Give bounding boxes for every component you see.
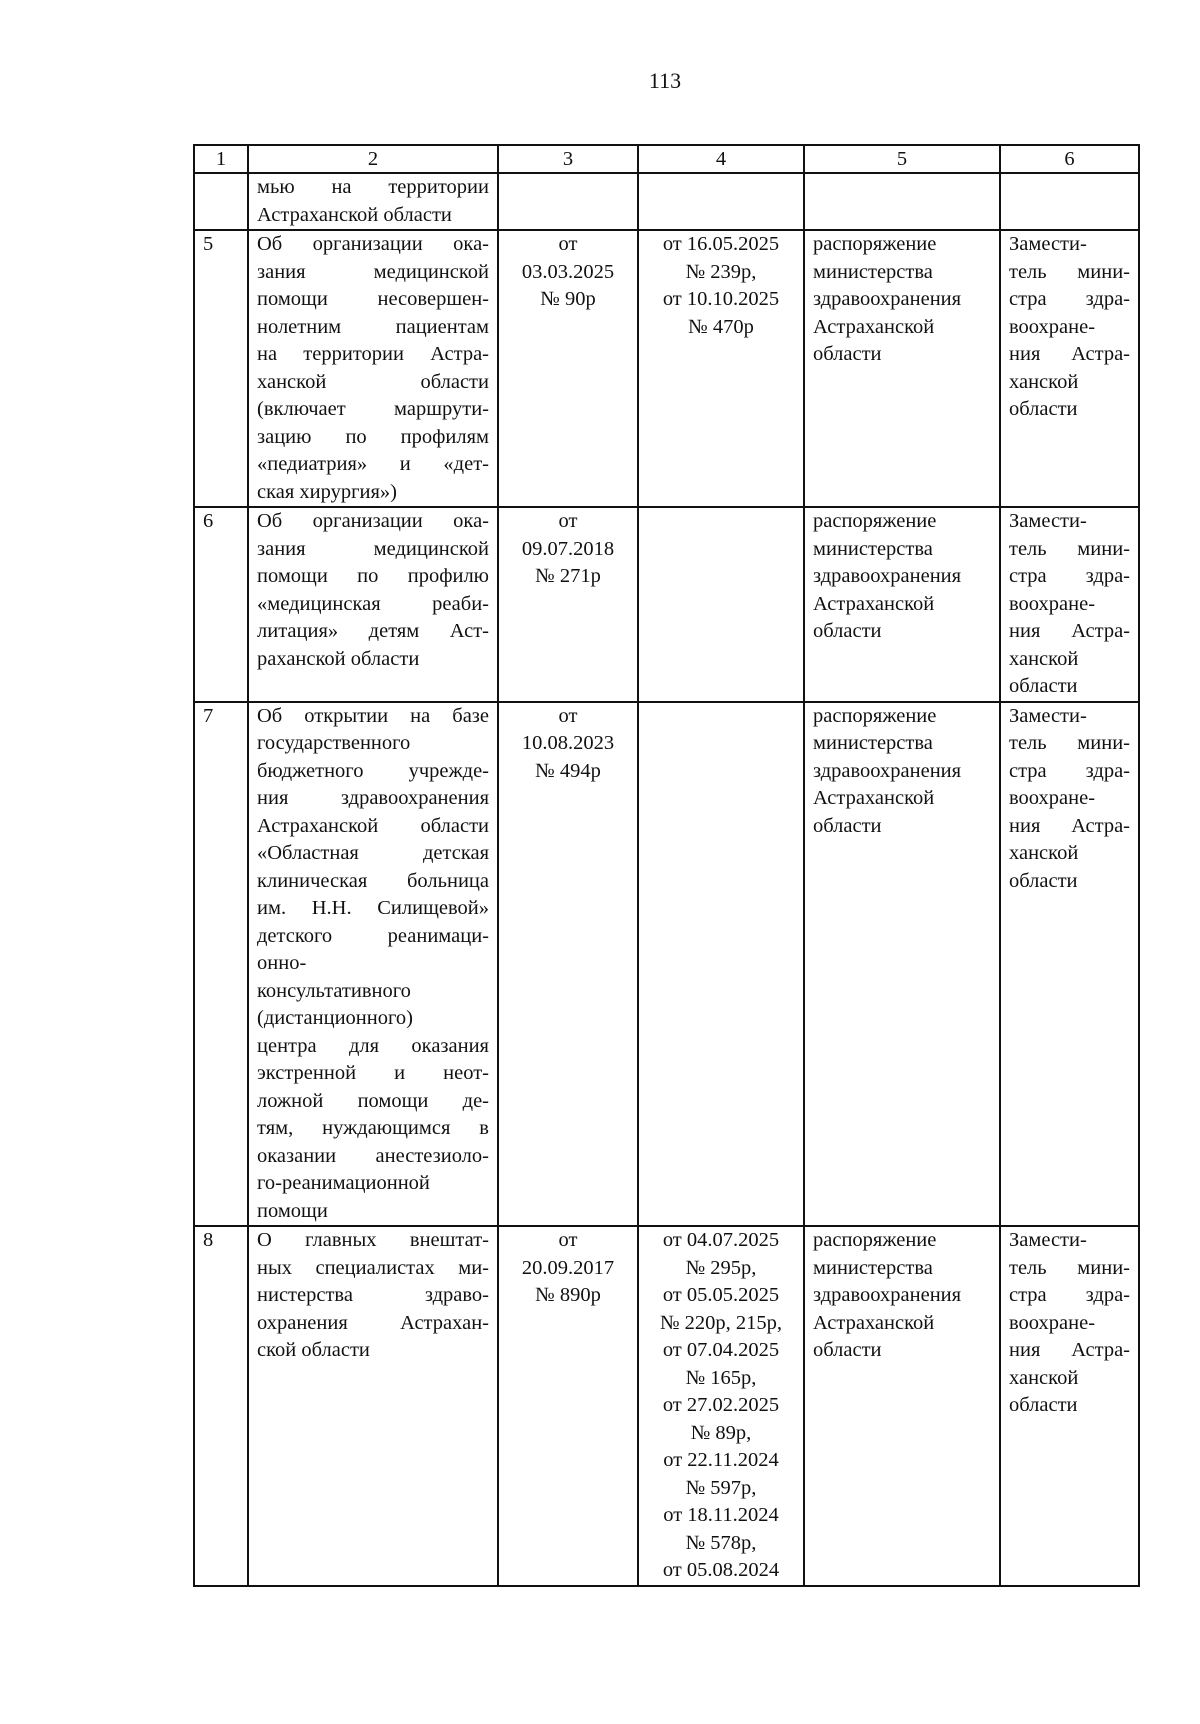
text-line: Замести- xyxy=(1009,233,1087,255)
table-row xyxy=(194,230,1139,507)
text-line: ханской xyxy=(1009,647,1079,670)
text-line: тель мини- xyxy=(1009,732,1130,754)
text-line: ской области xyxy=(257,1339,370,1361)
text-line: здравоохранения xyxy=(813,1284,962,1306)
text-line: № 890р xyxy=(535,1284,601,1306)
text-line: тель мини- xyxy=(1009,537,1130,560)
continuation-row xyxy=(194,173,1139,230)
text-line: № 295р, xyxy=(685,1256,757,1279)
text-line: ханской xyxy=(1009,1366,1079,1389)
text-line: государственного xyxy=(257,732,411,754)
text-line: зацию по профилям xyxy=(257,425,489,448)
text-line: Об организации ока- xyxy=(257,510,489,532)
text-line: распоряжение xyxy=(813,510,937,532)
text-line: ложной помощи де- xyxy=(257,1089,489,1112)
text-line: от 16.05.2025 xyxy=(662,233,780,255)
text-line: области xyxy=(1009,398,1078,420)
text-line: 03.03.2025 xyxy=(521,260,615,283)
text-line: (дистанционного) xyxy=(257,1007,413,1029)
cell-num: 8 xyxy=(194,1226,248,1586)
text-line: зания медицинской xyxy=(257,537,489,560)
text-line: области xyxy=(813,814,882,837)
text-line: области xyxy=(1009,1394,1078,1416)
text-line: тель мини- xyxy=(1009,260,1130,283)
text-line: консультативного xyxy=(257,979,411,1002)
text-line: экстренной и неот- xyxy=(257,1062,489,1084)
text-line: здравоохранения xyxy=(813,759,962,782)
table-row xyxy=(194,507,1139,702)
text-line: го-реанимационной xyxy=(257,1172,430,1194)
text-line: от 27.02.2025 xyxy=(662,1394,780,1416)
text-line: от 05.08.2024 xyxy=(662,1559,780,1581)
cell-num: 6 xyxy=(194,507,248,702)
text-line: от 22.11.2024 xyxy=(663,1449,779,1471)
cell-responsible xyxy=(1000,1226,1139,1586)
cell-amendments xyxy=(638,1226,804,1586)
text-line: распоряжение xyxy=(813,1229,937,1251)
text-line: ных специалистах ми- xyxy=(257,1256,489,1279)
text-line: Замести- xyxy=(1009,1229,1087,1251)
text-line: ская хирургия») xyxy=(257,480,397,503)
document-table xyxy=(193,144,1140,1587)
text-line: Астраханской xyxy=(813,787,935,809)
cell-date xyxy=(498,173,638,230)
text-line: № 90р xyxy=(540,288,596,310)
text-line: от xyxy=(558,510,578,532)
text-line: от 05.05.2025 xyxy=(662,1284,780,1306)
cell-num: 5 xyxy=(194,230,248,507)
text-line: центра для оказания xyxy=(257,1034,489,1057)
text-line: воохране- xyxy=(1009,315,1096,338)
cell-responsible xyxy=(1000,702,1139,1227)
cell-date xyxy=(498,1226,638,1586)
text-line: 09.07.2018 xyxy=(521,537,615,560)
text-line: мью на территории xyxy=(257,176,489,198)
header-cell: 6 xyxy=(1000,145,1139,173)
text-line: ханской области xyxy=(257,370,489,393)
text-line: тель мини- xyxy=(1009,1256,1130,1279)
cell-responsible xyxy=(1000,507,1139,702)
text-line: министерства xyxy=(813,1256,933,1279)
text-line: детского реанимаци- xyxy=(257,924,489,947)
text-line: области xyxy=(813,620,882,642)
text-line: литация» детям Аст- xyxy=(257,620,489,642)
text-line: клиническая больница xyxy=(257,869,489,892)
text-line: № 597р, xyxy=(685,1476,757,1499)
text-line: им. Н.Н. Силищевой» xyxy=(257,897,489,919)
text-line: тям, нуждающимся в xyxy=(257,1117,489,1139)
text-line: № 239р, xyxy=(685,260,757,283)
text-line: 20.09.2017 xyxy=(521,1256,615,1279)
cell-date xyxy=(498,702,638,1227)
cell-date xyxy=(498,507,638,702)
text-line: Астраханской области xyxy=(257,814,489,837)
text-line: оказании анестезиоло- xyxy=(257,1144,489,1167)
text-line: от xyxy=(558,233,578,255)
text-line: министерства xyxy=(813,537,933,560)
text-line: нолетним пациентам xyxy=(257,315,489,338)
text-line: нистерства здраво- xyxy=(257,1284,489,1306)
text-line: охранения Астрахан- xyxy=(257,1311,489,1334)
cell-title xyxy=(248,230,498,507)
cell-title xyxy=(248,173,498,230)
text-line: О главных внештат- xyxy=(257,1229,489,1251)
text-line: ния Астра- xyxy=(1009,1339,1130,1361)
text-line: области xyxy=(1009,869,1078,892)
text-line: помощи несовершен- xyxy=(257,288,489,310)
text-line: 10.08.2023 xyxy=(521,732,615,754)
cell-responsible xyxy=(1000,173,1139,230)
header-cell: 1 xyxy=(194,145,248,173)
text-line: ния Астра- xyxy=(1009,620,1130,642)
cell-date xyxy=(498,230,638,507)
text-line: онно- xyxy=(257,952,307,974)
text-line: № 470р xyxy=(688,315,754,338)
cell-amendments xyxy=(638,230,804,507)
text-line: области xyxy=(813,1339,882,1361)
text-line: распоряжение xyxy=(813,233,937,255)
text-line: ния здравоохранения xyxy=(257,787,489,809)
text-line: ния Астра- xyxy=(1009,343,1130,365)
text-line: № 220р, 215р, xyxy=(659,1311,783,1334)
text-line: № 271р xyxy=(535,565,601,587)
page-number: 113 xyxy=(648,68,682,93)
text-line: от xyxy=(558,1229,578,1251)
header-cell: 3 xyxy=(498,145,638,173)
text-line: здравоохранения xyxy=(813,565,962,587)
text-line: министерства xyxy=(813,732,933,754)
text-line: Астраханской области xyxy=(257,203,452,226)
table-row xyxy=(194,1226,1139,1586)
text-line: от 07.04.2025 xyxy=(662,1339,780,1361)
text-line: Астраханской xyxy=(813,315,935,338)
text-line: стра здра- xyxy=(1009,565,1130,587)
text-line: от 10.10.2025 xyxy=(662,288,780,310)
text-line: № 494р xyxy=(535,759,601,782)
cell-doc-type xyxy=(804,702,1000,1227)
text-line: на территории Астра- xyxy=(257,343,489,365)
text-line: воохране- xyxy=(1009,592,1096,615)
text-line: от 18.11.2024 xyxy=(663,1504,779,1526)
text-line: бюджетного учрежде- xyxy=(257,759,489,782)
cell-title xyxy=(248,1226,498,1586)
table-header-row xyxy=(194,145,1139,173)
text-line: распоряжение xyxy=(813,704,937,727)
cell-responsible xyxy=(1000,230,1139,507)
text-line: № 165р, xyxy=(685,1366,757,1389)
text-line: зания медицинской xyxy=(257,260,489,283)
text-line: Замести- xyxy=(1009,510,1087,532)
cell-doc-type xyxy=(804,173,1000,230)
cell-num: 7 xyxy=(194,702,248,1227)
text-line: помощи по профилю xyxy=(257,565,489,587)
text-line: Об открытии на базе xyxy=(257,704,489,727)
cell-amendments xyxy=(638,507,804,702)
text-line: здравоохранения xyxy=(813,288,962,310)
text-line: Об организации ока- xyxy=(257,233,489,255)
text-line: «Областная детская xyxy=(257,842,489,864)
text-line: Астраханской xyxy=(813,1311,935,1334)
cell-title xyxy=(248,507,498,702)
text-line: Астраханской xyxy=(813,592,935,615)
cell-doc-type xyxy=(804,230,1000,507)
text-line: области xyxy=(813,343,882,365)
text-line: стра здра- xyxy=(1009,288,1130,310)
text-line: «медицинская реаби- xyxy=(257,592,489,615)
text-line: (включает маршрути- xyxy=(257,398,489,420)
text-line: ния Астра- xyxy=(1009,814,1130,837)
table-row xyxy=(194,702,1139,1227)
cell-doc-type xyxy=(804,1226,1000,1586)
text-line: воохране- xyxy=(1009,787,1096,809)
cell-num xyxy=(194,173,248,230)
text-line: № 89р, xyxy=(690,1421,752,1444)
text-line: № 578р, xyxy=(685,1531,757,1554)
text-line: Замести- xyxy=(1009,704,1087,727)
header-cell: 4 xyxy=(638,145,804,173)
cell-doc-type xyxy=(804,507,1000,702)
text-line: от 04.07.2025 xyxy=(662,1229,780,1251)
text-line: «педиатрия» и «дет- xyxy=(257,453,489,475)
text-line: от xyxy=(558,704,578,727)
text-line: ханской xyxy=(1009,370,1079,393)
text-line: стра здра- xyxy=(1009,759,1130,782)
cell-title xyxy=(248,702,498,1227)
text-line: стра здра- xyxy=(1009,1284,1130,1306)
text-line: воохране- xyxy=(1009,1311,1096,1334)
header-cell: 5 xyxy=(804,145,1000,173)
header-cell: 2 xyxy=(248,145,498,173)
cell-amendments xyxy=(638,702,804,1227)
text-line: раханской области xyxy=(257,647,420,670)
text-line: помощи xyxy=(257,1199,328,1222)
text-line: ханской xyxy=(1009,842,1079,864)
text-line: министерства xyxy=(813,260,933,283)
cell-amendments xyxy=(638,173,804,230)
text-line: области xyxy=(1009,675,1078,697)
